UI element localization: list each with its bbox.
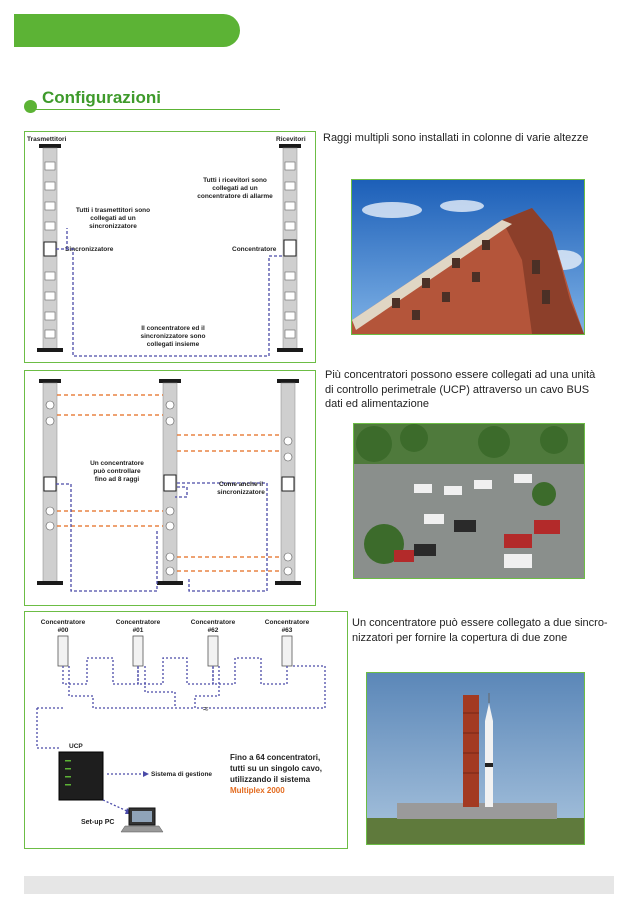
svg-text:Concentratore: Concentratore [190,619,236,626]
synchronizer-label: Sincronizzatore [65,246,114,253]
description-2: Più concentratori possono essere collegati ad una unità di controllo perimetrale (UCP) attraverso un cavo BUS dati ed alimentazione [325,369,596,410]
svg-text:collegati ad un: collegati ad un [90,215,136,222]
diagram-multiplex-network [24,611,348,849]
note-concentrator [90,460,144,483]
note-bottom [140,325,205,348]
concentrator-box [282,477,294,491]
svg-text:Concentratore: Concentratore [264,619,310,626]
concentrator-labels [41,619,310,634]
svg-text:Fino a 64 concentratori,: Fino a 64 concentratori, [230,753,321,762]
synchronizer-box [164,475,176,491]
arrow-management [107,771,149,777]
svg-text:può controllare: può controllare [93,468,141,475]
section-underline [36,109,280,110]
bus-cable [37,658,325,748]
svg-text:concentratore di allarme: concentratore di allarme [197,193,273,200]
svg-text:Multiplex 2000: Multiplex 2000 [230,786,285,795]
column-cap [279,144,301,148]
svg-text:#00: #00 [57,627,69,634]
svg-text:sincronizzatore sono: sincronizzatore sono [140,333,206,340]
svg-text:tutti su un singolo cavo,: tutti su un singolo cavo, [230,764,322,773]
svg-text:fino ad 8 raggi: fino ad 8 raggi [94,476,140,483]
description-1: Raggi multipli sono installati in colonne di varie altezze [323,132,589,144]
svg-text:#62: #62 [207,627,219,634]
column-base [277,348,303,352]
header-tab [14,14,240,47]
svg-text:collegati ad un: collegati ad un [212,185,258,192]
svg-text:Il concentratore ed il: Il concentratore ed il [141,325,205,332]
receivers-label: Ricevitori [276,136,306,143]
svg-text:Un concentratore: Un concentratore [90,460,144,467]
synchronizer-box [44,242,56,256]
section-bullet [24,100,37,113]
photo-launch-pad [366,672,585,845]
note-receivers [197,177,273,200]
concentrator-box [284,240,296,256]
bus-wiring [56,483,267,591]
svg-text:utilizzando il sistema: utilizzando il sistema [230,775,311,784]
ucp-label: UCP [69,743,83,750]
management-system-label: Sistema di gestione [151,771,213,778]
svg-text:Concentratore: Concentratore [115,619,161,626]
note-synchronizer [217,481,265,496]
svg-text:collegati insieme: collegati insieme [146,341,200,348]
column-cap [39,144,61,148]
photo-building [351,179,585,335]
svg-text:#63: #63 [281,627,293,634]
footer-bar [24,876,614,894]
break-mark-icon: ≈ [203,704,209,715]
multiplex-note [230,753,322,795]
description-3: Un concentratore può essere collegato a due sincro- nizzatori per fornire la copertura di due zone [352,617,608,644]
svg-text:Tutti i ricevitori sono: Tutti i ricevitori sono [203,177,267,184]
setup-pc-label: Set-up PC [81,819,115,826]
section-title: Configurazioni [42,88,161,107]
concentrator-label: Concentratore [232,246,277,253]
svg-text:sincronizzatore: sincronizzatore [217,489,265,496]
svg-text:sincronizzatore: sincronizzatore [89,223,137,230]
svg-text:Tutti i trasmettitori sono: Tutti i trasmettitori sono [75,207,151,214]
concentrator-box [44,477,56,491]
note-transmitters [76,207,150,230]
concentrator-units [58,636,292,666]
diagram-concentrator-rays [24,370,316,606]
svg-text:Concentratore: Concentratore [40,619,86,626]
column-base [37,348,63,352]
svg-text:Come anche il: Come anche il [218,481,264,488]
diagram-multiple-beams [24,131,316,363]
transmitters-label: Trasmettitori [27,136,67,143]
photo-parking-lot [353,423,585,579]
svg-text:#01: #01 [132,627,144,634]
